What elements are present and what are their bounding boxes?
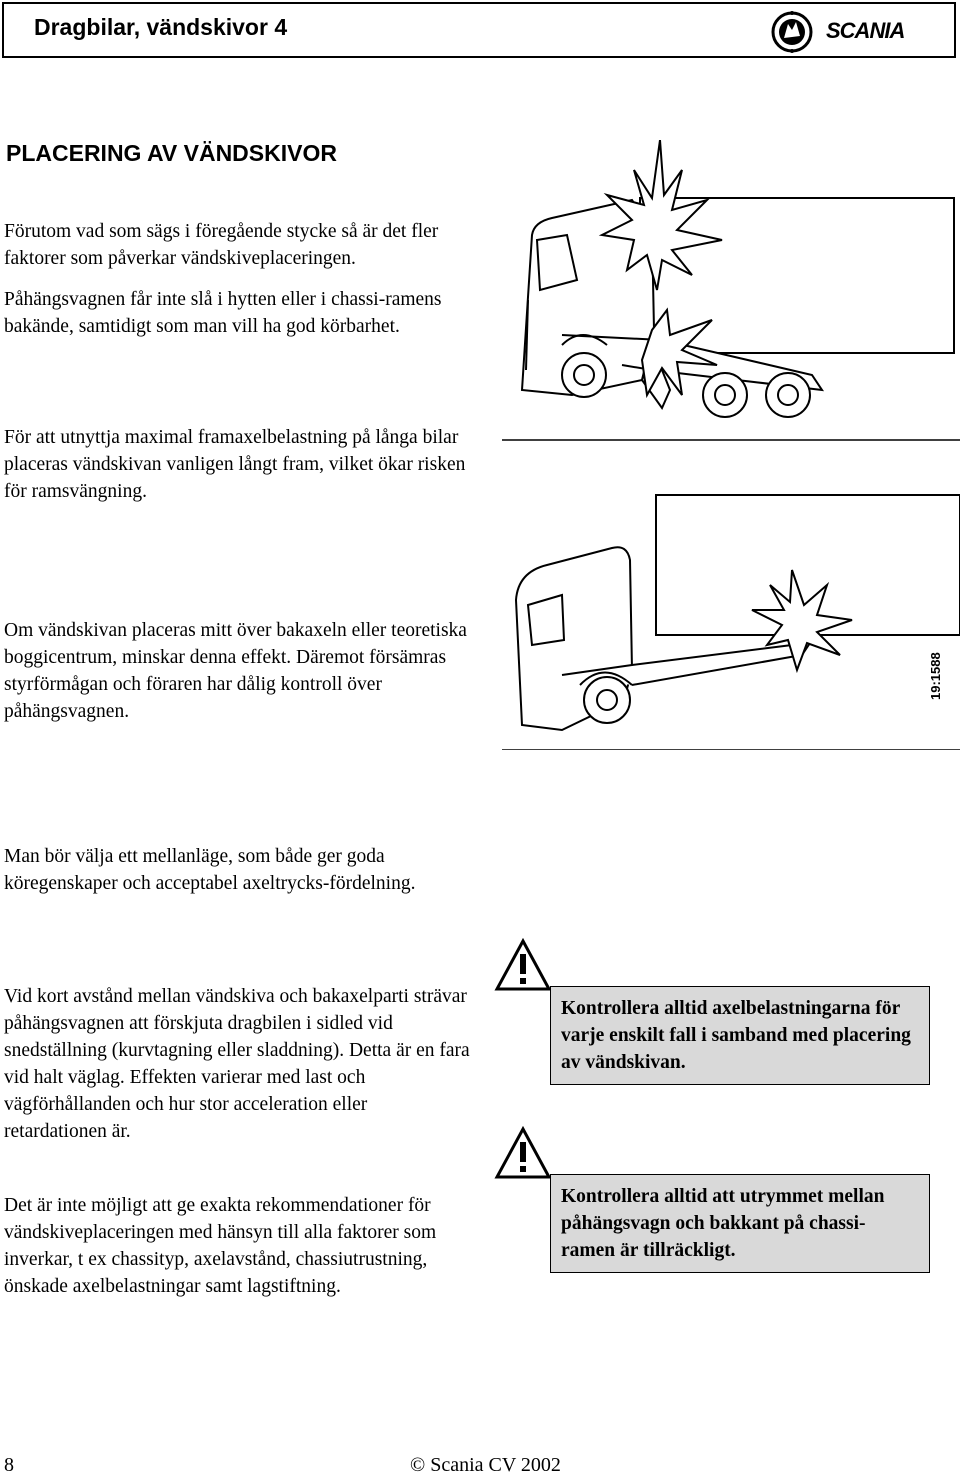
page-number: 8 bbox=[4, 1454, 14, 1476]
paragraph-short-distance: Vid kort avstånd mellan vändskiva och bakaxelparti strävar påhängsvagnen att förskjuta dragbilen i sidled vid snedställning (kurvtagning eller sladdning). Detta är en fara vid halt väglag. Effekten varierar med last och vägförhållanden och hur stor acceleration eller retardationen är. bbox=[4, 986, 470, 1142]
paragraph-front-axle: För att utnyttja maximal framaxelbelastning på långa bilar placeras vändskivan vanligen långt fram, vilket ökar risken för ramsvängning. bbox=[4, 427, 466, 502]
bottom-truck-frame-collision bbox=[502, 495, 960, 750]
paragraph-no-exact-recommendation: Det är inte möjligt att ge exakta rekommendationer för vändskiveplaceringen med hänsyn till alla faktorer som inverkar, t ex chassityp, axelavstånd, chassiutrustning, önskade axelbelastningar samt lagstiftning. bbox=[4, 1195, 437, 1297]
warning-box-axle-load: Kontrollera alltid axelbelastningarna för varje enskilt fall i samband med placering av vändskivan. bbox=[550, 986, 930, 1085]
paragraph-intro: Förutom vad som sägs i föregående stycke så är det fler faktorer som påverkar vändskiveplaceringen. bbox=[4, 221, 439, 269]
paragraph-clearance: Påhängsvagnen får inte slå i hytten eller i chassi-ramens bakände, samtidigt som man vill ha god körbarhet. bbox=[4, 289, 442, 337]
warning-box-clearance: Kontrollera alltid att utrymmet mellan påhängsvagn och bakkant på chassi-ramen är tillräckligt. bbox=[550, 1174, 930, 1273]
header-bar bbox=[2, 2, 956, 58]
warning-triangle-icon bbox=[494, 1126, 552, 1180]
figure-id-label: 19:1588 bbox=[928, 652, 943, 700]
paragraph-middle-position: Man bör välja ett mellanläge, som både ger goda köregenskaper och acceptabel axeltrycks-fördelning. bbox=[4, 846, 416, 894]
scania-wordmark: SCANIA bbox=[826, 18, 905, 43]
scania-logo bbox=[770, 10, 942, 54]
top-truck-cab-collision bbox=[502, 140, 960, 440]
copyright-notice: © Scania CV 2002 bbox=[410, 1454, 561, 1476]
truck-trailer-collision-illustration bbox=[492, 140, 960, 750]
warning-triangle-icon bbox=[494, 938, 552, 992]
page-header-title: Dragbilar, vändskivor 4 bbox=[34, 14, 288, 40]
paragraph-rear-axle: Om vändskivan placeras mitt över bakaxeln eller teoretiska boggicentrum, minskar denna effekt. Däremot försämras styrförmågan och föraren har dålig kontroll över påhängsvagnen. bbox=[4, 620, 467, 722]
section-title: PLACERING AV VÄNDSKIVOR bbox=[6, 140, 337, 166]
griffin-emblem-icon bbox=[770, 10, 820, 54]
